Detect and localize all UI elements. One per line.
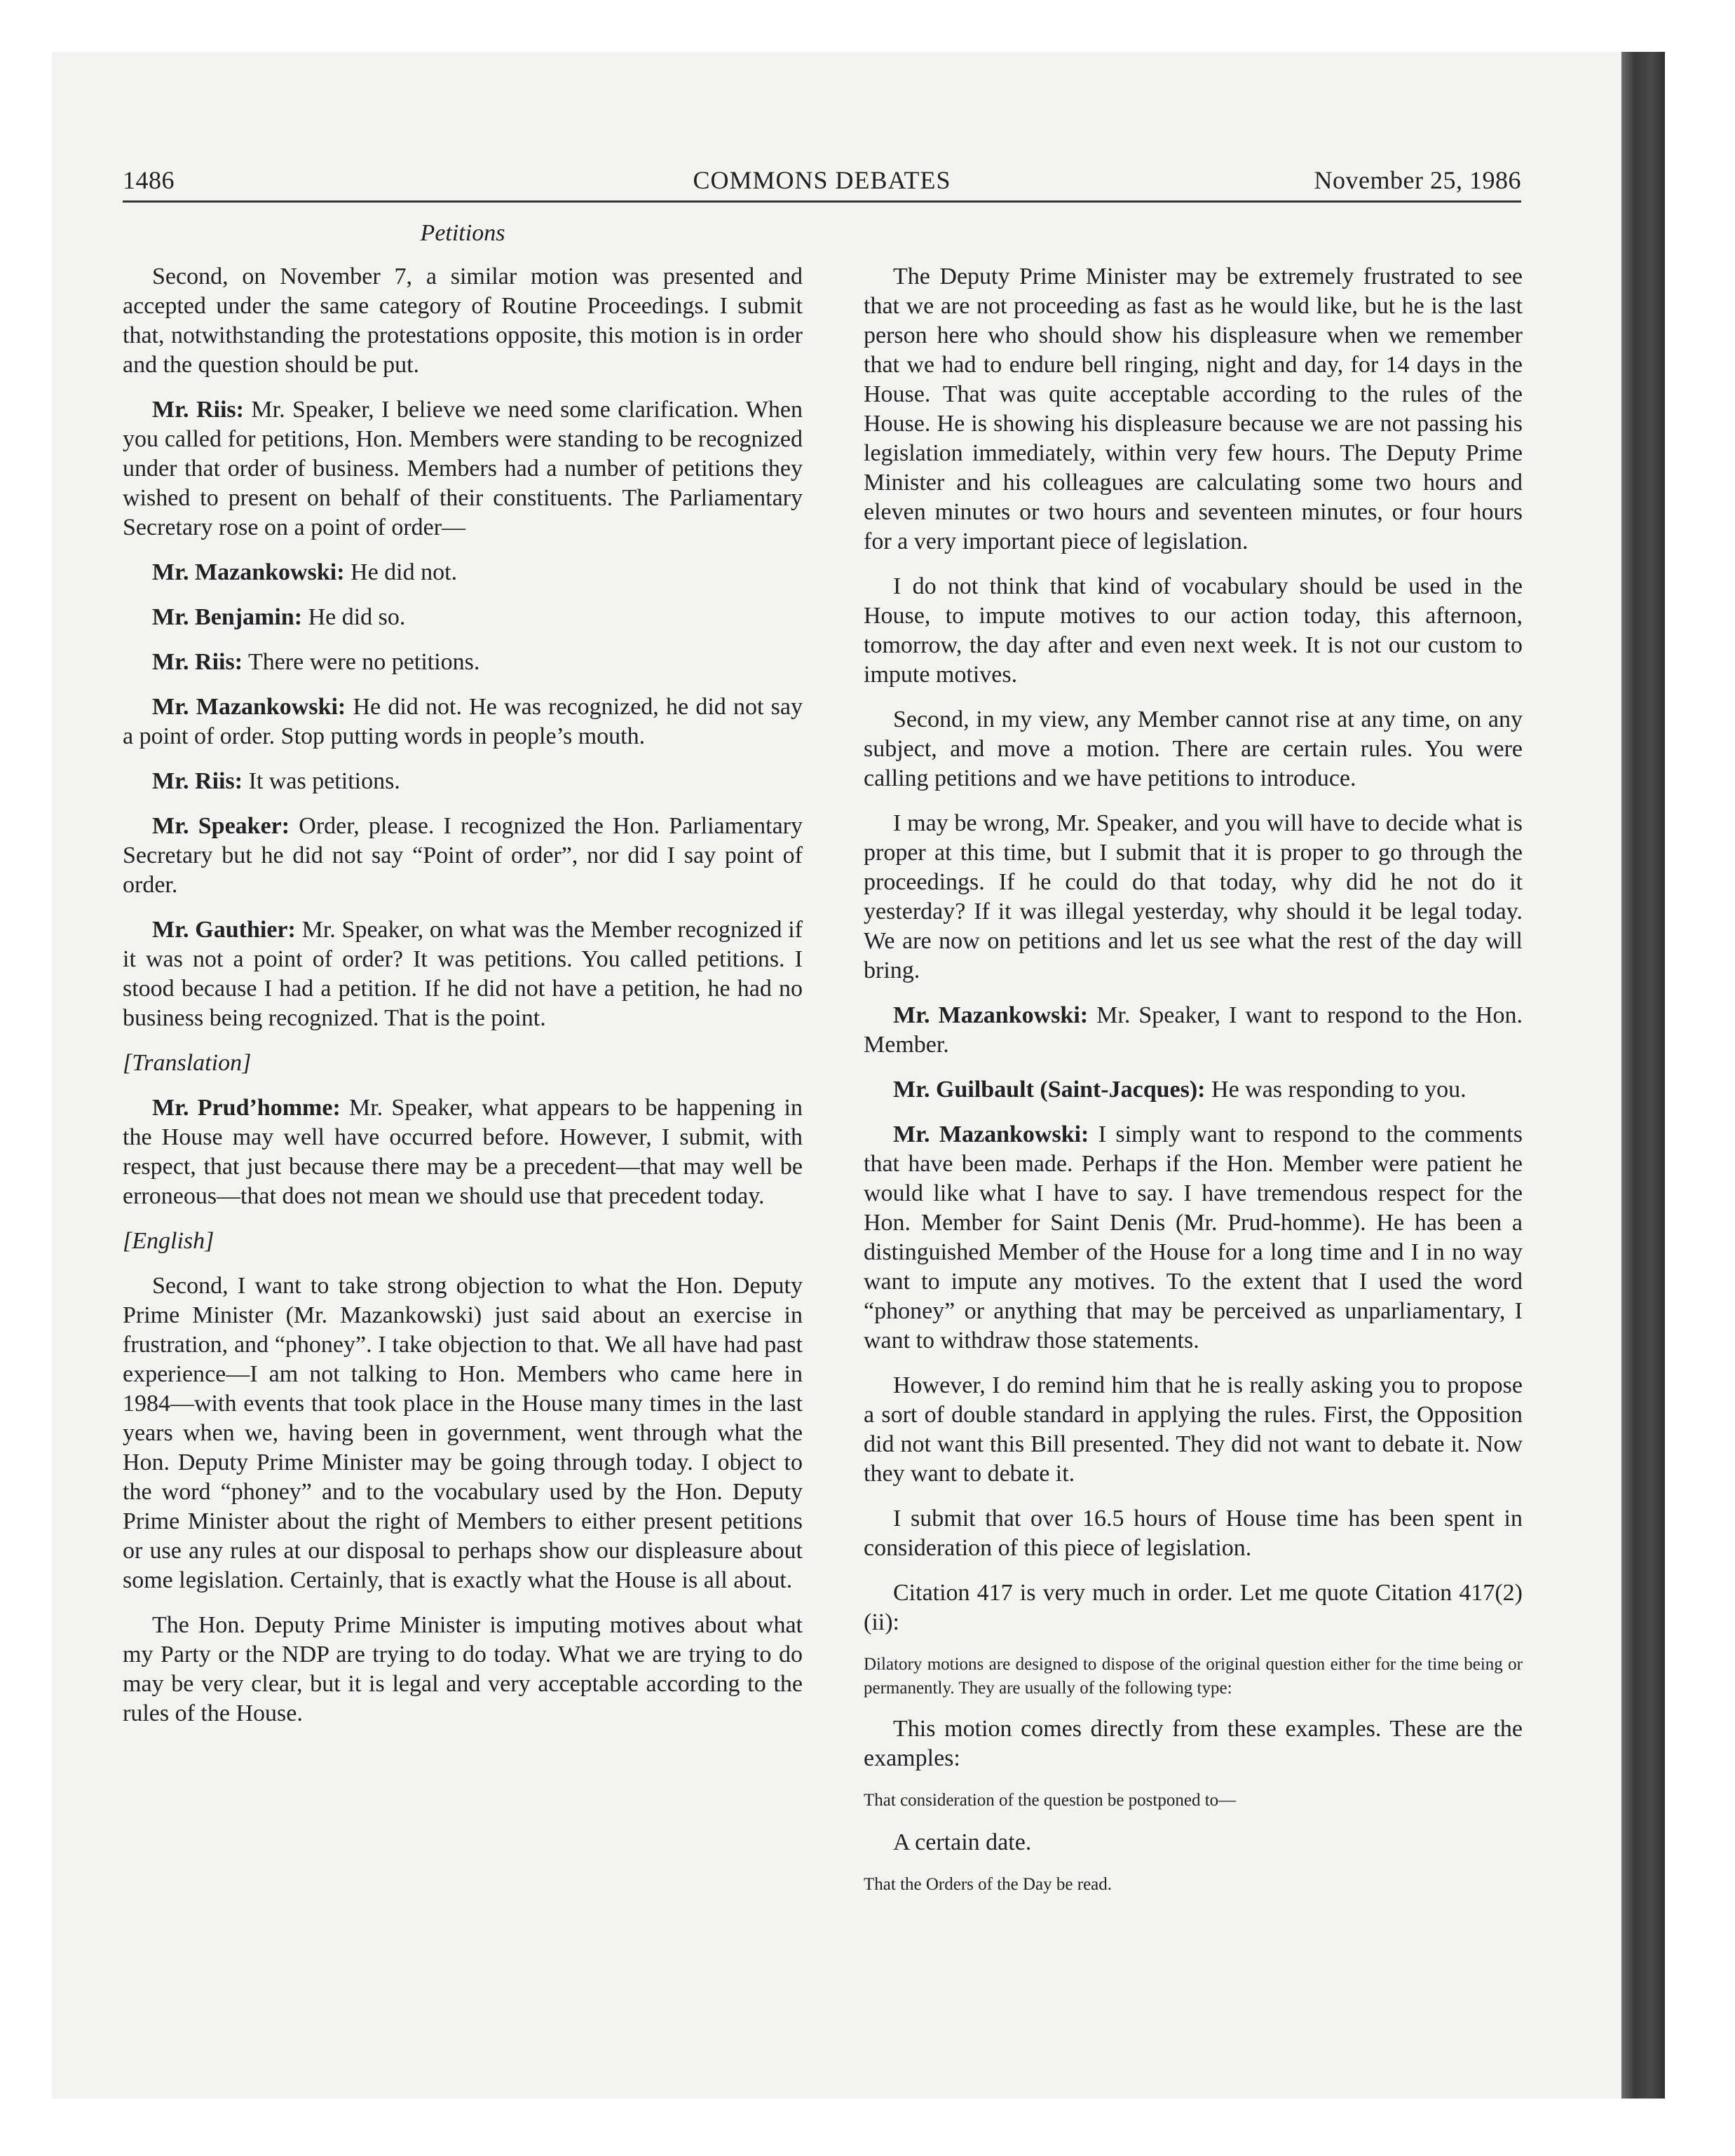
speech-text: He did not. bbox=[344, 559, 458, 585]
binding-edge bbox=[1621, 52, 1665, 2099]
citation-quote: That consideration of the question be postponed to— bbox=[864, 1791, 1237, 1810]
speaker-name: Mr. Mazankowski: bbox=[152, 694, 346, 720]
speech-text: Mr. Speaker, I believe we need some clarification. When you called for petitions, Hon. Members were standing to be recognized under that order of business. Members had a number of petitions they wished to present on behalf of their constituents. The Parliamentary Secretary rose on a point of order— bbox=[123, 397, 803, 540]
paragraph: Citation 417 is very much in order. Let me quote Citation 417(2)(ii): bbox=[864, 1580, 1523, 1635]
speaker-name: Mr. Riis: bbox=[152, 397, 244, 423]
publication-date: November 25, 1986 bbox=[1314, 166, 1521, 194]
speech-text: He did not. He was recognized, he did not say a point of order. Stop putting words in people’s mouth. bbox=[123, 694, 803, 749]
speech bbox=[864, 1001, 1523, 1060]
paragraph: The Deputy Prime Minister may be extremely frustrated to see that we are not proceeding as fast as he would like, but he is the last person here who should show his displeasure when we remember that we had to endure bell ringing, night and day, for 14 days in the House. That was quite acceptable according to the rules of the House. He is showing his displeasure because we are not passing his legislation immediately, within very few hours. The Deputy Prime Minister and his colleagues are calculating some two hours and eleven minutes or two hours and seventeen minutes, or four hours for a very important piece of legislation. bbox=[864, 264, 1523, 554]
speech bbox=[123, 692, 803, 751]
speech bbox=[123, 648, 803, 677]
publication-title: COMMONS DEBATES bbox=[693, 166, 951, 194]
speech-text: Order, please. I recognized the Hon. Parliamentary Secretary but he did not say “Point of order”, nor did I say point of order. bbox=[123, 813, 803, 898]
citation-quote: Dilatory motions are designed to dispose of the original question either for the time being or permanently. They are usually of the following type: bbox=[864, 1655, 1523, 1698]
paragraph: The Hon. Deputy Prime Minister is imputing motives about what my Party or the NDP are trying to do today. What we are trying to do may be very clear, but it is legal and very acceptable according to the rules of the House. bbox=[123, 1612, 803, 1726]
speaker-name: Mr. Mazankowski: bbox=[152, 559, 345, 585]
paragraph: This motion comes directly from these examples. These are the examples: bbox=[864, 1716, 1523, 1771]
speaker-name: Mr. Prud’homme: bbox=[152, 1095, 341, 1121]
speech bbox=[123, 558, 803, 587]
page-header bbox=[123, 165, 1521, 203]
speech-text: I simply want to respond to the comments that have been made. Perhaps if the Hon. Member were patient he would like what I have to say. I have tremendous respect for the Hon. Member for Saint Denis (Mr. Prud-homme). He has been a distinguished Member of the House for a long time and I in no way want to impute any motives. To the extent that I used the word “phoney” or anything that may be perceived as unparliamentary, I want to withdraw those statements. bbox=[864, 1121, 1523, 1353]
paragraph: However, I do remind him that he is really asking you to propose a sort of double standard in applying the rules. First, the Opposition did not want this Bill presented. They did not want to debate it. Now they want to debate it. bbox=[864, 1372, 1523, 1487]
speaker-name: Mr. Guilbault (Saint-Jacques): bbox=[893, 1077, 1206, 1103]
speech bbox=[123, 767, 803, 796]
left-column bbox=[123, 262, 803, 1744]
speech bbox=[864, 1075, 1523, 1105]
speech bbox=[123, 395, 803, 543]
right-column bbox=[864, 262, 1523, 1912]
speech-text: It was petitions. bbox=[243, 768, 400, 794]
speech-text: Mr. Speaker, on what was the Member recognized if it was not a point of order? It was petitions. You called petitions. I stood because I had a petition. If he did not have a petition, he had no business being recognized. That is the point. bbox=[123, 917, 803, 1031]
speech bbox=[123, 1093, 803, 1211]
speech bbox=[123, 812, 803, 900]
citation-quote: That the Orders of the Day be read. bbox=[864, 1875, 1113, 1894]
language-label: [Translation] bbox=[123, 1050, 252, 1076]
speech-text: Mr. Speaker, what appears to be happening in the House may well have occurred before. However, I submit, with respect, that just because there may be a precedent—that may well be erroneous—that does not mean we should use that precedent today. bbox=[123, 1095, 803, 1209]
speaker-name: Mr. Gauthier: bbox=[152, 917, 296, 943]
paragraph: A certain date. bbox=[893, 1829, 1032, 1855]
speech bbox=[864, 1120, 1523, 1356]
speech bbox=[123, 915, 803, 1033]
speech-text: There were no petitions. bbox=[243, 649, 480, 675]
speech bbox=[123, 603, 803, 632]
section-title: Petitions bbox=[420, 220, 505, 246]
language-label: [English] bbox=[123, 1228, 215, 1254]
speaker-name: Mr. Speaker: bbox=[152, 813, 290, 839]
page-number: 1486 bbox=[123, 166, 175, 194]
paragraph: I do not think that kind of vocabulary should be used in the House, to impute motives to our action today, this afternoon, tomorrow, the day after and even next week. It is not our custom to impute motives. bbox=[864, 573, 1523, 688]
speech-text: He was responding to you. bbox=[1205, 1077, 1467, 1103]
speech-text: Mr. Speaker, I want to respond to the Hon. Member. bbox=[864, 1002, 1523, 1058]
paragraph: I submit that over 16.5 hours of House time has been spent in consideration of this piece of legislation. bbox=[864, 1506, 1523, 1561]
paragraph: I may be wrong, Mr. Speaker, and you will have to decide what is proper at this time, but I submit that it is proper to go through the proceedings. If he could do that today, why did he not do it yesterday? If it was illegal yesterday, why should it be legal today. We are now on petitions and let us see what the rest of the day will bring. bbox=[864, 810, 1523, 983]
speaker-name: Mr. Benjamin: bbox=[152, 604, 303, 630]
speech-text: He did so. bbox=[302, 604, 406, 630]
paragraph: Second, in my view, any Member cannot rise at any time, on any subject, and move a motion. There are certain rules. You were calling petitions and we have petitions to introduce. bbox=[864, 707, 1523, 791]
paragraph: Second, I want to take strong objection to what the Hon. Deputy Prime Minister (Mr. Mazankowski) just said about an exercise in frustration, and “phoney”. I take objection to that. We all have had past experience—I am not talking to Hon. Members who came here in 1984—with events that took place in the House many times in the last years when we, having been in government, went through what the Hon. Deputy Prime Minister may be going through today. I object to the word “phoney” and to the vocabulary used by the Hon. Deputy Prime Minister about the right of Members to either present petitions or use any rules at our disposal to perhaps show our displeasure about some legislation. Certainly, that is exactly what the House is all about. bbox=[123, 1273, 803, 1593]
speaker-name: Mr. Mazankowski: bbox=[893, 1002, 1089, 1028]
speaker-name: Mr. Riis: bbox=[152, 768, 243, 794]
speaker-name: Mr. Riis: bbox=[152, 649, 243, 675]
paragraph: Second, on November 7, a similar motion was presented and accepted under the same category of Routine Proceedings. I submit that, notwithstanding the protestations opposite, this motion is in order and the question should be put. bbox=[123, 264, 803, 378]
speaker-name: Mr. Mazankowski: bbox=[893, 1121, 1089, 1147]
